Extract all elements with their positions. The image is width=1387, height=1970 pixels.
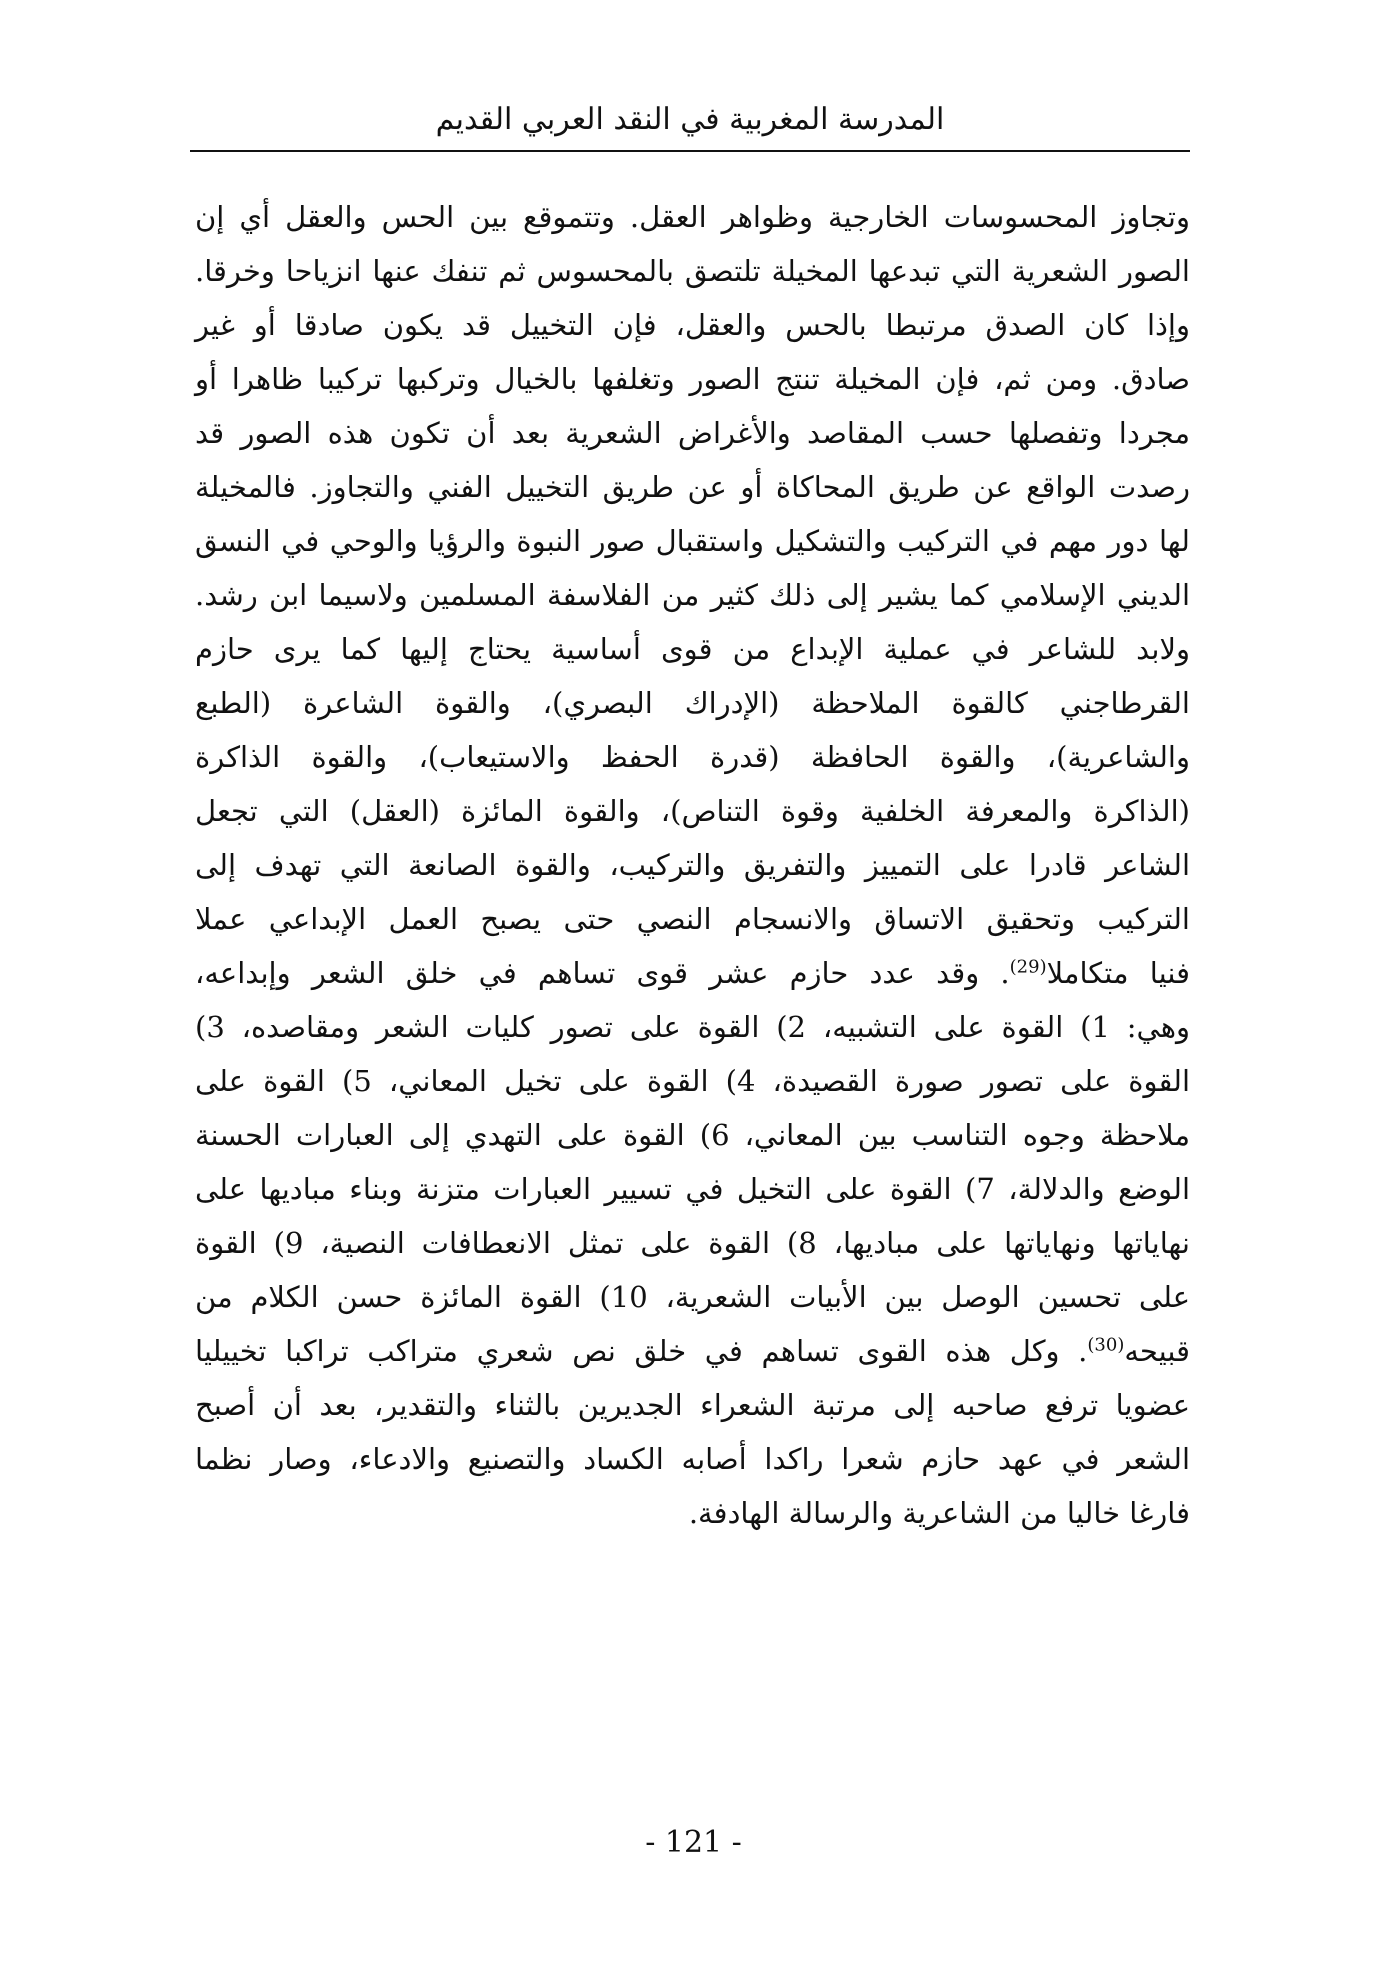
line-segment: فنيا متكاملا xyxy=(1046,956,1190,990)
line-segment: . وكل هذه القوى تساهم في خلق نص شعري متراكب تراكبا تخييليا xyxy=(195,1334,1088,1368)
text-line: مجردا وتفصلها حسب المقاصد والأغراض الشعرية بعد أن تكون هذه الصور قد xyxy=(195,416,1190,450)
text-line: وتجاوز المحسوسات الخارجية وظواهر العقل. وتتموقع بين الحس والعقل أي إن xyxy=(195,200,1190,234)
text-line: الوضع والدلالة، 7) القوة على التخيل في تسيير العبارات متزنة وبناء مباديها على xyxy=(195,1172,1190,1206)
body-text xyxy=(195,190,1190,1540)
text-line: ملاحظة وجوه التناسب بين المعاني، 6) القوة على التهدي إلى العبارات الحسنة xyxy=(195,1118,1190,1152)
page-number: - 121 - xyxy=(645,1825,742,1860)
line-segment: . وقد عدد حازم عشر قوى تساهم في خلق الشعر وإبداعه، xyxy=(195,956,1010,990)
text-line: لها دور مهم في التركيب والتشكيل واستقبال صور النبوة والرؤيا والوحي في النسق xyxy=(195,524,1190,558)
text-line: رصدت الواقع عن طريق المحاكاة أو عن طريق التخييل الفني والتجاوز. فالمخيلة xyxy=(195,470,1190,504)
text-line: (الذاكرة والمعرفة الخلفية وقوة التناص)، والقوة المائزة (العقل) التي تجعل xyxy=(195,794,1190,828)
text-line: على تحسين الوصل بين الأبيات الشعرية، 10) القوة المائزة حسن الكلام من xyxy=(195,1280,1190,1314)
text-line: الصور الشعرية التي تبدعها المخيلة تلتصق بالمحسوس ثم تنفك عنها انزياحا وخرقا. xyxy=(195,254,1190,288)
footnote-marker-29: (29) xyxy=(1009,956,1047,978)
text-line: وإذا كان الصدق مرتبطا بالحس والعقل، فإن التخييل قد يكون صادقا أو غير xyxy=(195,308,1190,342)
header-divider xyxy=(190,150,1190,152)
footnote-marker-30: (30) xyxy=(1087,1334,1125,1356)
running-header: المدرسة المغربية في النقد العربي القديم xyxy=(435,102,945,137)
text-line: القوة على تصور صورة القصيدة، 4) القوة على تخيل المعاني، 5) القوة على xyxy=(195,1064,1191,1098)
text-line: الديني الإسلامي كما يشير إلى ذلك كثير من الفلاسفة المسلمين ولاسيما ابن رشد. xyxy=(195,578,1190,612)
text-line: وهي: 1) القوة على التشبيه، 2) القوة على تصور كليات الشعر ومقاصده، 3) xyxy=(195,1010,1190,1044)
text-line: والشاعرية)، والقوة الحافظة (قدرة الحفظ والاستيعاب)، والقوة الذاكرة xyxy=(195,740,1190,774)
text-line: الشعر في عهد حازم شعرا راكدا أصابه الكساد والتصنيع والادعاء، وصار نظما xyxy=(195,1442,1190,1476)
text-line: الشاعر قادرا على التمييز والتفريق والتركيب، والقوة الصانعة التي تهدف إلى xyxy=(195,848,1190,882)
text-line: صادق. ومن ثم، فإن المخيلة تنتج الصور وتغلفها بالخيال وتركبها تركيبا ظاهرا أو xyxy=(195,362,1190,396)
line-segment: قبيحه xyxy=(1124,1334,1190,1368)
text-line: فارغا خاليا من الشاعرية والرسالة الهادفة. xyxy=(688,1496,1190,1530)
text-line: ولابد للشاعر في عملية الإبداع من قوى أساسية يحتاج إليها كما يرى حازم xyxy=(195,632,1190,666)
text-line: التركيب وتحقيق الاتساق والانسجام النصي حتى يصبح العمل الإبداعي عملا xyxy=(195,902,1190,936)
text-line: القرطاجني كالقوة الملاحظة (الإدراك البصري)، والقوة الشاعرة (الطبع xyxy=(195,686,1190,720)
text-line: نهاياتها ونهاياتها على مباديها، 8) القوة على تمثل الانعطافات النصية، 9) القوة xyxy=(195,1226,1190,1260)
text-line-with-footnote xyxy=(195,946,1190,1000)
text-line: عضويا ترفع صاحبه إلى مرتبة الشعراء الجديرين بالثناء والتقدير، بعد أن أصبح xyxy=(195,1388,1190,1422)
text-line-with-footnote xyxy=(195,1324,1190,1378)
